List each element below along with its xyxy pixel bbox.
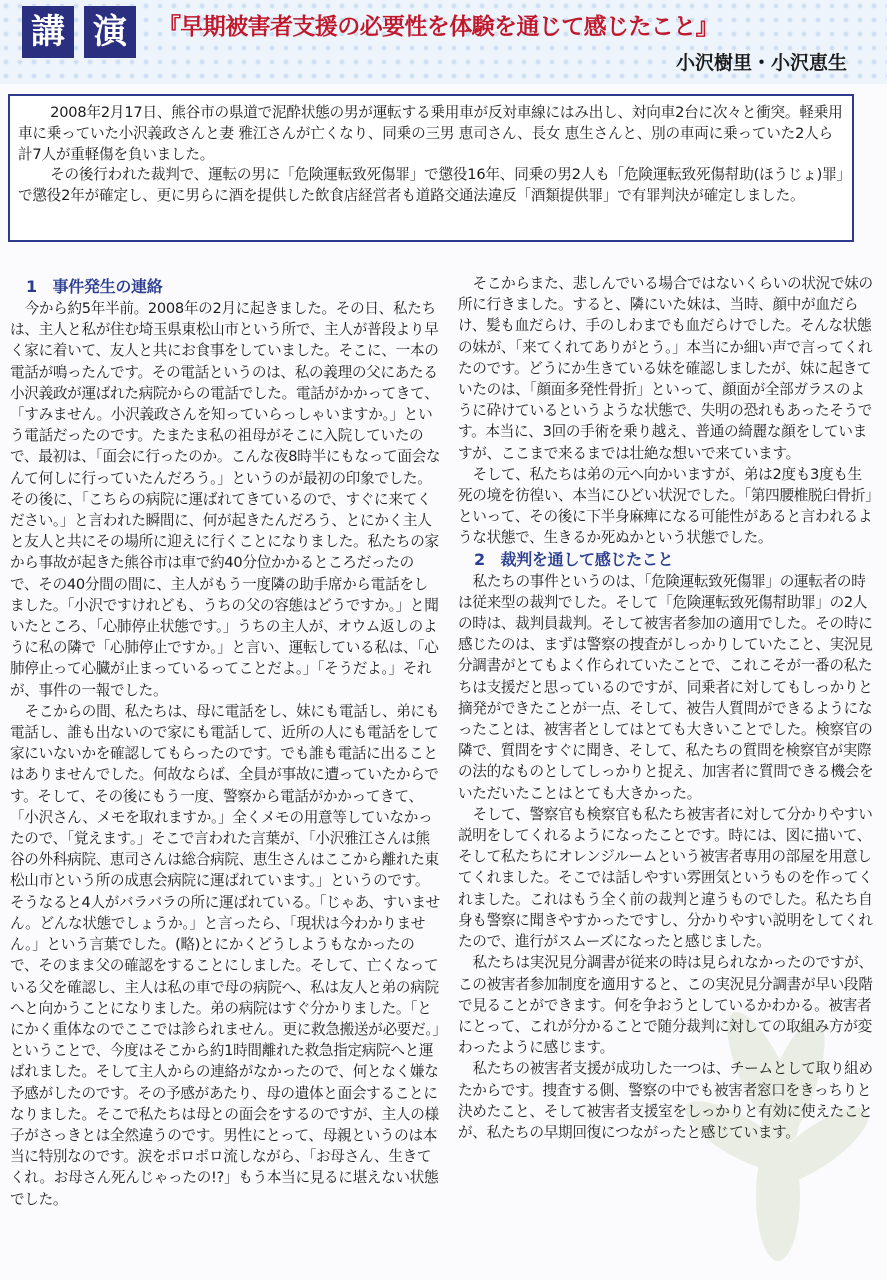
label-box-en: 演 xyxy=(84,6,136,58)
section1-paragraph: そこからまた、悲しんでいる場合ではないくらいの状況で妹の所に行きました。すると、隣にいた妹は、当時、顔中が血だらけ、髪も血だらけ、手のしわまでも血だらけでした。そんな状態の妹が、「来てくれてありがとう。」本当にか細い声で言ってくれたのです。どうにか生きている妹を確認しましたが、妹に起きていたのは、「顔面多発性骨折」といって、顔面が全部ガラスのように砕けているというような状態で、失明の恐れもあったそうです。本当に、3回の手術を乗り越え、普通の綺麗な顔をしていますが、ここまで来るまでは壮絶な想いで来ています。 xyxy=(458,275,873,462)
page-title: 『早期被害者支援の必要性を体験を通じて感じたこと』 xyxy=(158,14,719,40)
section2-paragraph: 私たちの被害者支援が成功した一つは、チームとして取り組めたからです。捜査する側、警察の中でも被害者窓口をきっちりと決めたこと、そして被害者支援室をしっかりと有効に使えたことが、私たちの早期回復につながったと感じています。 xyxy=(458,1060,873,1141)
summary-paragraph: 2008年2月17日、熊谷市の県道で泥酔状態の男が運転する乗用車が反対車線にはみ出し、対向車2台に次々と衝突。軽乗用車に乗っていた小沢義政さんと妻 雅江さんが亡くなり、同乗の三男 恵司さん、長女 恵生さんと、別の車両に乗っていた2人ら計7人が重軽傷を負いました。 xyxy=(18,104,843,163)
summary-paragraph: その後行われた裁判で、運転の男に「危険運転致死傷罪」で懲役16年、同乗の男2人も「危険運転致死傷幇助(ほうじょ)罪」で懲役2年が確定し、更に男らに酒を提供した飲食店経営者も道路交通法違反「酒類提供罪」で有罪判決が確定しました。 xyxy=(18,166,844,205)
authors: 小沢樹里・小沢恵生 xyxy=(675,52,847,74)
section1-paragraph: そして、私たちは弟の元へ向かいますが、弟は2度も3度も生死の境を彷徨い、本当にひどい状況でした。「第四腰椎脱臼骨折」といって、その後に下半身麻痺になる可能性があると言われるような状態で、生きるか死ぬかという状態でした。 xyxy=(458,465,873,547)
right-column xyxy=(458,273,876,1263)
section2-paragraph: そして、警察官も検察官も私たち被害者に対して分かりやすい説明をしてくれるようになったことです。時には、図に描いて、そして私たちにオレンジルームという被害者専用の部屋を用意してくれました。そこでは話しやすい雰囲気というものを作ってくれました。これはもう全く前の裁判と違うものでした。私たち自身も警察に聞きやすかったですし、分かりやすい説明をしてくれたので、進行がスムーズになったと感じました。 xyxy=(458,805,873,951)
section1-paragraph: そこからの間、私たちは、母に電話をし、妹にも電話し、弟にも電話し、誰も出ないので家にも電話して、近所の人にも電話をして家にいないかを確認してもらったのです。でも誰も電話に出ることはありませんでした。何故ならば、全員が事故に遭っていたからです。そして、その後にもう一度、警察から電話がかかってきて、「小沢さん、メモを取れますか。」全くメモの用意等していなかったので、「覚えます。」そこで言われた言葉が、「小沢雅江さんは熊谷の外科病院、恵司さんは総合病院、恵生さんはここから離れた東松山市という所の成恵会病院に運ばれています。」というのです。そうなると4人がバラバラの所に運ばれている。「じゃあ、すいません。どんな状態でしょうか。」と言ったら、「現状は今わかりません。」という言葉でした。(略)とにかくどうしようもなかったので、そのまま父の確認をすることにしました。そして、亡くなっている父を確認し、主人は私の車で母の病院へ、私は友人と弟の病院へと向かうことになりました。弟の病院はすぐ分かりました。「とにかく重体なのでここでは診られません。更に救急搬送が必要だ。」ということで、今度はそこから約1時間離れた救急指定病院へと運ばれました。そして主人からの連絡がなかったので、何となく嫌な予感がしたのです。その予感があたり、母の遺体と面会することになりました。そこで私たちは母との面会をするのですが、主人の様子がさっきとは全然違うのです。男性にとって、母親というのは本当に特別なのです。涙をポロポロ流しながら、「お母さん、生きてくれ。お母さん死んじゃったの!?」もう本当に見るに堪えない状態でした。 xyxy=(10,702,440,1208)
section1-heading: 1 事件発生の連絡 xyxy=(26,277,163,296)
section2-paragraph: 私たちは実況見分調書が従来の時は見られなかったのですが、この被害者参加制度を適用すると、この実況見分調書が早い段階で見ることができます。何を争おうとしているかわかる。被害者にとって、これが分かることで随分裁判に対しての取組み方が変わったように感じます。 xyxy=(458,954,873,1057)
label-box-kou: 講 xyxy=(22,6,74,58)
section1-paragraph: 今から約5年半前。2008年の2月に起きました。その日、私たちは、主人と私が住む埼玉県東松山市という所で、主人が普段より早く家に着いて、友人と共にお食事をしていました。そこに、一本の電話が鳴ったんです。その電話というのは、私の義理の父にあたる小沢義政が運ばれた病院からの電話でした。電話がかかってきて、「すみません。小沢義政さんを知っていらっしゃいますか。」という電話だったのです。たまたま私の祖母がそこに入院していたので、最初は、「面会に行ったのか。こんな夜8時半にもなって面会なんて何しに行っていたんだろう。」というのが最初の印象でした。その後に、「こちらの病院に運ばれてきているので、すぐに来てください。」と言われた瞬間に、何が起きたんだろう、とにかく主人と友人と共にその場所に迎えに行くことになりました。私たちの家から事故が起きた熊谷市は車で約40分位かかるところだったので、その40分間の間に、主人がもう一度隣の助手席から電話をしました。「小沢ですけれども、うちの父の容態はどうですか。」と聞いたところ、「心肺停止状態です。」うちの主人が、オウム返しのように私の隣で「心肺停止ですか。」と言い、運転している私は、「心肺停止って心臓が止まっているってことだよ。」「そうだよ。」それが、事件の一報でした。 xyxy=(10,300,441,699)
summary-box xyxy=(8,94,854,242)
section2-heading: 2 裁判を通して感じたこと xyxy=(474,549,674,569)
header-band xyxy=(0,0,887,84)
section2-paragraph: 私たちの事件というのは、「危険運転致死傷罪」の運転者の時は従来型の裁判でした。そして「危険運転致死傷幇助罪」の2人の時は、裁判員裁判。そして被害者参加の適用でした。その時に感じたのは、まずは警察の捜査がしっかりしていたこと、実況見分調書がとてもよく作られていたことで、これこそが一番の私たちは支援だと思っているのですが、同乗者に対してもしっかりと摘発ができたことが一点、そして、被告人質問ができるようになったことは、被害者としてはとても大きいことでした。検察官の隣で、質問をすぐに聞き、そして、私たちの質問を検察官が実際の法的なものとしてしっかりと捉え、加害者に質問できる機会をいただいたことはとても大きかった。 xyxy=(458,572,874,802)
left-column xyxy=(10,276,442,1276)
